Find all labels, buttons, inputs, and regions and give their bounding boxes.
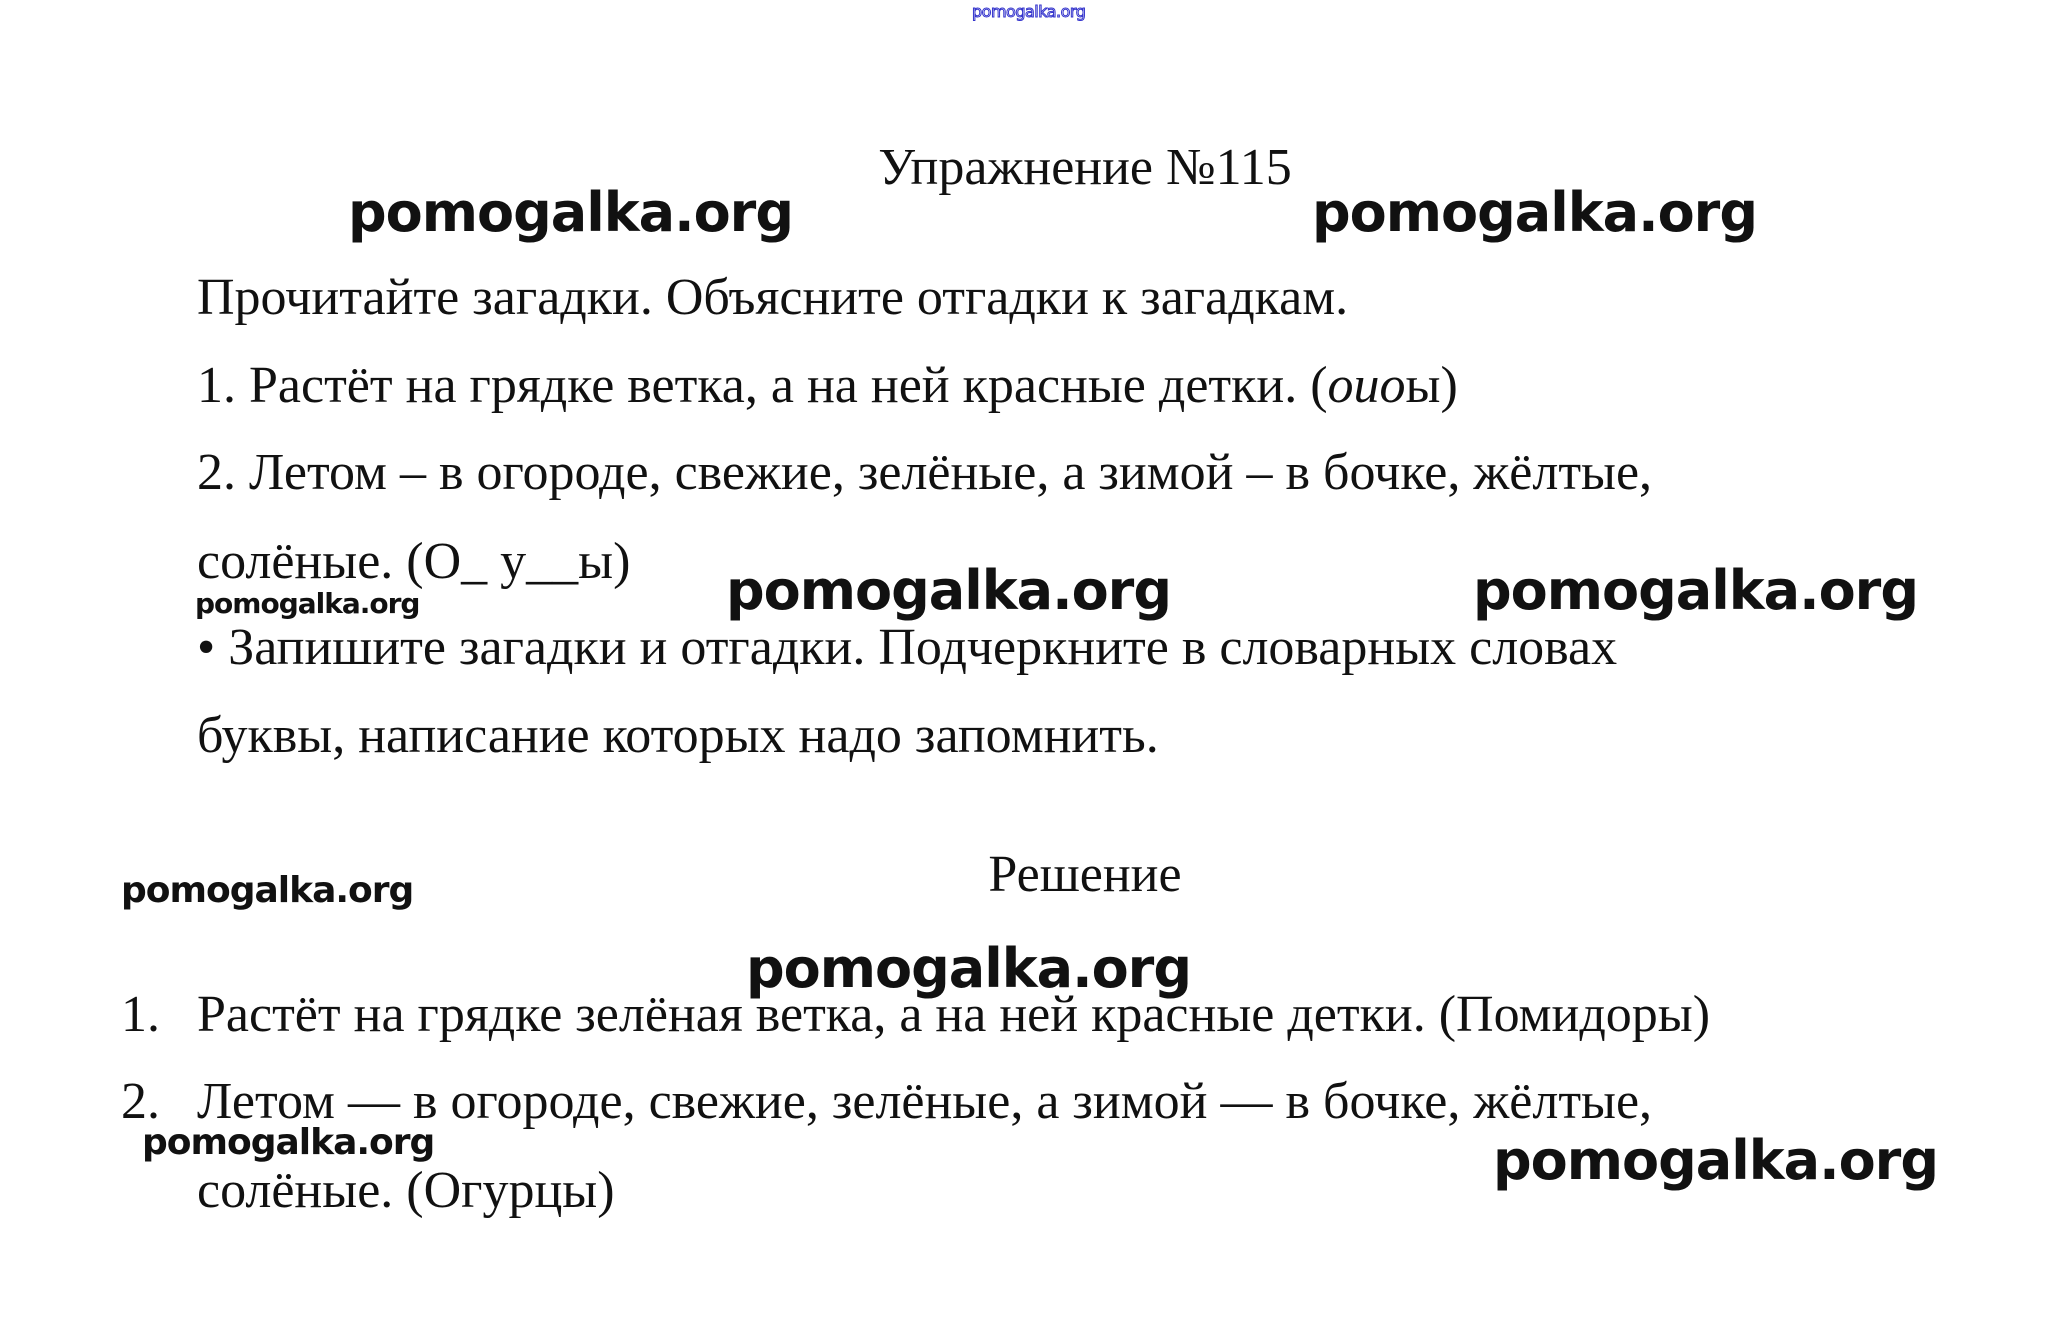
riddle-1: [197, 356, 1458, 416]
solution-heading: Решение: [988, 846, 1182, 903]
bullet-line-1: • Запишите загадки и отгадки. Подчеркните в словарных словах: [197, 619, 1618, 676]
watermark: pomogalka.org: [746, 937, 1191, 1000]
page-title: Упражнение №115: [878, 139, 1292, 196]
instruction: Прочитайте загадки. Объясните отгадки к загадкам.: [197, 269, 1349, 326]
bullet-line-2: буквы, написание которых надо запомнить.: [197, 707, 1159, 764]
solution-item-2-line-2: солёные. (Огурцы): [197, 1162, 615, 1219]
riddle-1-text: 1. Растёт на грядке ветка, а на ней красные детки. (: [197, 357, 1328, 414]
watermark: pomogalka.org: [1493, 1129, 1938, 1192]
solution-item-1: Растёт на грядке зелёная ветка, а на ней красные детки. (Помидоры): [197, 986, 1711, 1043]
watermark: pomogalka.org: [1312, 181, 1757, 244]
watermark: pomogalka.org: [726, 559, 1171, 622]
watermark: pomogalka.org: [142, 1122, 435, 1163]
solution-item-2-num: 2.: [121, 1073, 160, 1130]
solution-item-1-num: 1.: [121, 986, 160, 1043]
watermark: pomogalka.org: [348, 181, 793, 244]
riddle-2-line-1: 2. Летом – в огороде, свежие, зелёные, а зимой – в бочке, жёлтые,: [197, 444, 1653, 501]
riddle-1-end: ы): [1405, 357, 1458, 414]
solution-item-2-line-1: Летом — в огороде, свежие, зелёные, а зимой — в бочке, жёлтые,: [197, 1073, 1653, 1130]
watermark: pomogalka.org: [1473, 559, 1918, 622]
riddle-1-hint: оио: [1327, 357, 1406, 414]
watermark: pomogalka.org: [121, 870, 414, 911]
watermark: pomogalka.org: [195, 587, 420, 620]
header-link[interactable]: pomogalka.org: [972, 2, 1086, 21]
riddle-2-line-2: солёные. (О_ у__ы): [197, 533, 631, 590]
